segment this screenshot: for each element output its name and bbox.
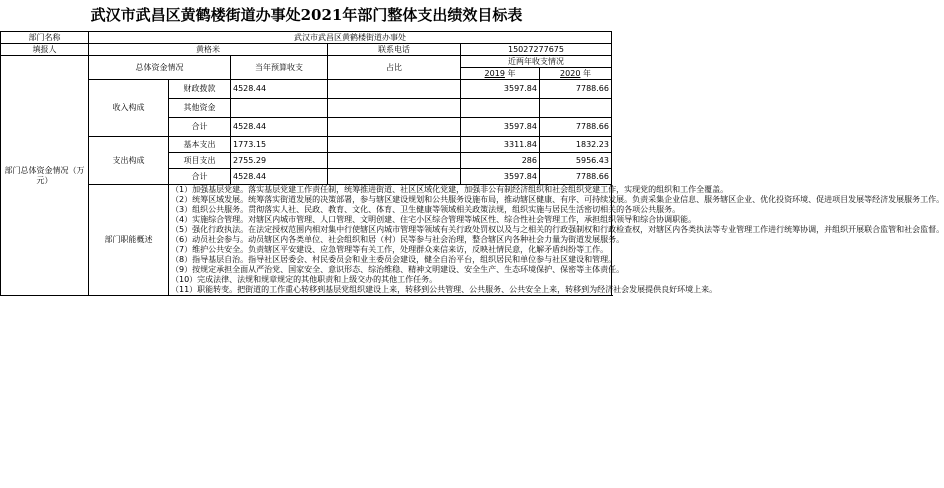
budget-label: 当年预算收支: [231, 56, 328, 80]
expense-composition-label: 支出构成: [89, 137, 169, 185]
duty-item: （3）组织公共服务。贯彻落实人社、民政、教育、文化、体育、卫生健康等领域相关政策法规，组织实施与居民生活密切相关的各项公共服务。: [171, 205, 681, 214]
row-2020: 7788.66: [540, 118, 612, 137]
duty-item: （6）动员社会参与。动员辖区内各类单位、社会组织和居（村）民等参与社会治理，整合辖区内各种社会力量为街道发展服务。: [171, 235, 625, 244]
phone-label: 联系电话: [328, 44, 461, 56]
duty-item: （8）指导基层自治。指导社区居委会、村民委员会和业主委员会建设，健全自治平台，组织居民和单位参与社区建设和管理。: [171, 255, 617, 264]
duty-item: （7）维护公共安全。负责辖区平安建设、应急管理等有关工作，处理群众来信来访，反映社情民意，化解矛盾纠纷等工作。: [171, 245, 609, 254]
page-title: 武汉市武昌区黄鹤楼街道办事处2021年部门整体支出绩效目标表: [90, 6, 523, 24]
duty-item: （4）实施综合管理。对辖区内城市管理、人口管理、文明创建、住宅小区综合管理等城区性、综合性社会管理工作，承担组织领导和综合协调职能。: [171, 215, 697, 224]
year-2019: 2019: [484, 68, 505, 78]
row-name: 财政拨款: [169, 80, 231, 99]
row-ratio: [328, 137, 461, 153]
row-2020: 1832.23: [540, 137, 612, 153]
duty-item: （2）统筹区域发展。统筹落实街道发展的决策部署，参与辖区建设规划和公共服务设施布局，推动辖区健康、有序、可持续发展。负责采集企业信息、服务辖区企业、优化投资环境、促进项目发展等经济发展服务工作。: [171, 195, 944, 204]
dept-name-row: [1, 32, 612, 44]
table-row: [1, 80, 612, 99]
year-2019-header: [461, 68, 540, 80]
row-2019: 286: [461, 153, 540, 169]
recent-two-years-label: 近两年收支情况: [461, 56, 612, 68]
performance-table: [0, 31, 944, 296]
row-budget: 4528.44: [231, 80, 328, 99]
row-budget: 1773.15: [231, 137, 328, 153]
year-2019-suffix: 年: [507, 68, 516, 78]
row-name: 基本支出: [169, 137, 231, 153]
row-budget: 4528.44: [231, 118, 328, 137]
row-ratio: [328, 99, 461, 118]
duty-item: （11）职能转变。把街道的工作重心转移到基层党组织建设上来，转移到公共管理、公共服务、公共安全上来，转移到为经济社会发展提供良好环境上来。: [171, 285, 718, 294]
funds-header-row-1: [1, 56, 612, 68]
year-2020: 2020: [560, 68, 581, 78]
filler-label: 填报人: [1, 44, 89, 56]
row-ratio: [328, 118, 461, 137]
row-name: 其他资金: [169, 99, 231, 118]
row-ratio: [328, 169, 461, 185]
filler-value: 黄格米: [89, 44, 328, 56]
row-budget: [231, 99, 328, 118]
row-2019: 3597.84: [461, 118, 540, 137]
income-composition-label: 收入构成: [89, 80, 169, 137]
duties-row: [1, 185, 612, 296]
funds-section-label: 部门总体资金情况（万元）: [1, 56, 89, 296]
row-2020: [540, 99, 612, 118]
duty-item: （1）加强基层党建。落实基层党建工作责任制，统筹推进街道、社区区域化党建，加强非公有制经济组织和社会组织党建工作，实现党的组织和工作全覆盖。: [171, 185, 729, 194]
phone-value: 15027277675: [461, 44, 612, 56]
row-2019: [461, 99, 540, 118]
row-2019: 3597.84: [461, 80, 540, 99]
dept-name-label: 部门名称: [1, 32, 89, 44]
year-2020-header: [540, 68, 612, 80]
row-2019: 3311.84: [461, 137, 540, 153]
duties-label: 部门职能概述: [89, 185, 169, 296]
row-name: 合计: [169, 169, 231, 185]
row-2020: 7788.66: [540, 169, 612, 185]
dept-name-value: 武汉市武昌区黄鹤楼街道办事处: [89, 32, 612, 44]
duties-content: [169, 185, 944, 296]
row-ratio: [328, 153, 461, 169]
row-2020: 5956.43: [540, 153, 612, 169]
duty-item: （9）按规定承担全面从严治党、国家安全、意识形态、综治维稳、精神文明建设、安全生产、生态环境保护、保密等主体责任。: [171, 265, 625, 274]
ratio-label: 占比: [328, 56, 461, 80]
row-2020: 7788.66: [540, 80, 612, 99]
row-budget: 2755.29: [231, 153, 328, 169]
row-2019: 3597.84: [461, 169, 540, 185]
table-row: [1, 137, 612, 153]
filler-row: [1, 44, 612, 56]
duty-item: （10）完成法律、法规和规章规定的其他职责和上级交办的其他工作任务。: [171, 275, 438, 284]
row-ratio: [328, 80, 461, 99]
duty-item: （5）强化行政执法。在法定授权范围内相对集中行使辖区内城市管理等领域有关行政处罚权以及与之相关的行政强制权和行政检查权，对辖区内各类执法等专业管理工作进行统筹协调，并组织开展联合监管和社会监督。: [171, 225, 944, 234]
row-budget: 4528.44: [231, 169, 328, 185]
row-name: 项目支出: [169, 153, 231, 169]
row-name: 合计: [169, 118, 231, 137]
year-2020-suffix: 年: [582, 68, 591, 78]
overall-funds-label: 总体资金情况: [89, 56, 231, 80]
